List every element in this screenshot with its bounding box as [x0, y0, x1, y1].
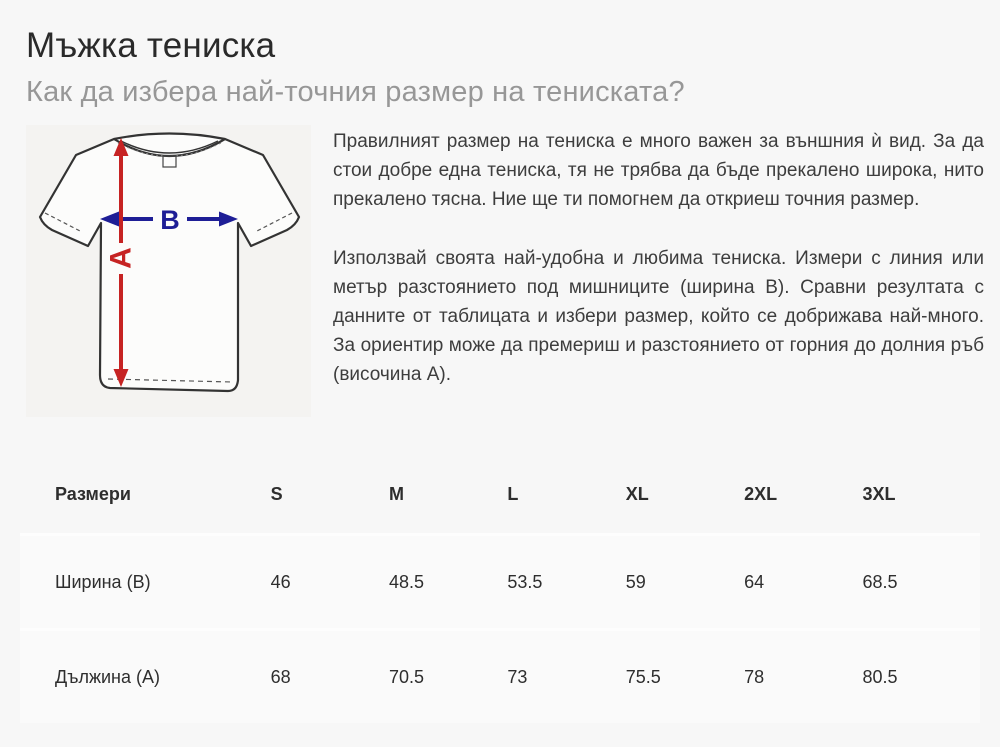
page-header — [0, 0, 1000, 109]
size-value: 68.5 — [862, 533, 980, 628]
tshirt-size-diagram — [26, 125, 311, 417]
size-column-header: S — [270, 483, 283, 504]
intro-paragraph-1: Правилният размер на тениска е много важен за външния ѝ вид. За да стои добре една тениска, тя не трябва да бъде прекалено широка, нито прекалено тясна. Ние ще ти помогнем да откриеш точния размер. — [333, 131, 984, 210]
size-column-header: XL — [625, 483, 649, 504]
label-b: B — [160, 205, 180, 235]
intro-text — [311, 125, 984, 389]
size-column-header: L — [507, 483, 519, 504]
size-value: 73 — [506, 628, 624, 723]
page-subtitle: Как да избера най-точния размер на тениската? — [26, 76, 685, 108]
size-value: 80.5 — [862, 628, 980, 723]
size-value: 78 — [743, 628, 861, 723]
size-table-section — [20, 455, 980, 723]
table-row-width — [20, 533, 980, 628]
size-value: 48.5 — [388, 533, 506, 628]
size-value: 53.5 — [506, 533, 624, 628]
size-column-header: M — [389, 483, 405, 504]
size-column-header: 2XL — [744, 483, 778, 504]
size-value: 59 — [625, 533, 743, 628]
intro-section — [0, 109, 1000, 417]
size-value: 70.5 — [388, 628, 506, 723]
size-table-header-row — [20, 455, 980, 533]
table-row-length — [20, 628, 980, 723]
size-column-header: 3XL — [862, 483, 896, 504]
size-value: 64 — [743, 533, 861, 628]
label-a: A — [104, 247, 138, 269]
dimension-label: Дължина (A) — [20, 628, 270, 723]
size-value: 46 — [270, 533, 388, 628]
page-title: Мъжка тениска — [26, 26, 276, 65]
intro-paragraph-2: Използвай своята най-удобна и любима тениска. Измери с линия или метър разстоянието под мишниците (ширина B). Сравни резултата с данните от таблицата и избери размер, който се добрижава най-много. За ориентир може да премериш и разстоянието от горния до долния ръб (височина A). — [333, 248, 984, 385]
size-column-header: Размери — [55, 483, 131, 504]
tshirt-diagram-svg — [26, 125, 311, 417]
size-value: 75.5 — [625, 628, 743, 723]
size-value: 68 — [270, 628, 388, 723]
dimension-label: Ширина (B) — [20, 533, 270, 628]
size-table — [20, 455, 980, 723]
tshirt-outline — [40, 134, 299, 392]
